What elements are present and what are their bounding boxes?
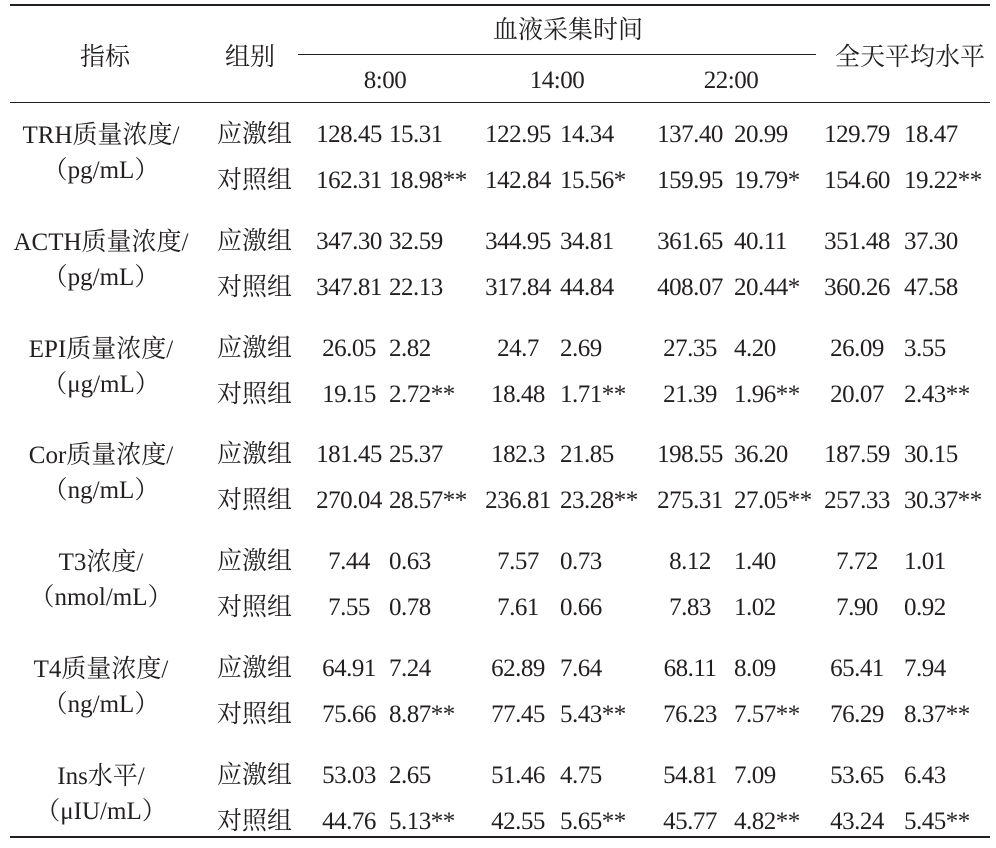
sd-cell: 7.94 [904,655,946,682]
mean-cell: 187.59 [824,441,890,468]
sd-cell: 0.63 [389,548,431,575]
sd-cell: 0.73 [560,548,602,575]
mean-cell: 65.41 [830,655,884,682]
mean-cell: 26.05 [322,335,376,362]
mean-cell: 19.15 [322,381,376,408]
sd-cell: 23.28** [560,487,638,514]
group-label-stress: 应激组 [217,121,293,148]
sd-cell: 4.20 [734,335,776,362]
sd-cell: 7.64 [560,655,602,682]
mean-cell: 53.03 [322,762,376,789]
sd-cell: 1.02 [734,594,776,621]
mean-cell: 21.39 [663,381,717,408]
mean-cell: 122.95 [485,121,551,148]
mean-cell: 42.55 [491,808,545,835]
indicator-unit: （μIU/mL） [35,798,167,825]
mean-cell: 361.65 [657,228,723,255]
indicator-unit: （μg/mL） [42,371,160,398]
sd-cell: 20.44* [734,274,800,301]
sd-cell: 0.78 [389,594,431,621]
sd-cell: 30.37** [904,487,982,514]
mean-cell: 64.91 [322,655,376,682]
group-label-control: 对照组 [217,487,293,514]
mean-cell: 77.45 [491,701,545,728]
sd-cell: 1.01 [904,548,946,575]
sd-cell: 37.30 [904,228,958,255]
header-group: 组别 [225,44,276,71]
mean-cell: 7.55 [328,594,370,621]
group-label-control: 对照组 [217,701,293,728]
sd-cell: 44.84 [560,274,614,301]
mean-cell: 7.44 [328,548,370,575]
sd-cell: 6.43 [904,762,946,789]
sd-cell: 2.82 [389,335,431,362]
mean-cell: 317.84 [485,274,551,301]
sd-cell: 7.09 [734,762,776,789]
group-label-control: 对照组 [217,808,293,835]
mean-cell: 43.24 [830,808,884,835]
sd-cell: 19.79* [734,167,800,194]
sd-cell: 5.43** [560,701,626,728]
sd-cell: 40.11 [734,228,787,255]
group-label-control: 对照组 [217,594,293,621]
mean-cell: 53.65 [830,762,884,789]
mean-cell: 24.7 [497,335,539,362]
indicator-unit: （pg/mL） [42,264,160,291]
mean-cell: 351.48 [824,228,890,255]
header-time-1400: 14:00 [529,67,585,94]
group-label-stress: 应激组 [217,335,293,362]
mean-cell: 344.95 [485,228,551,255]
sd-cell: 2.69 [560,335,602,362]
mean-cell: 76.23 [663,701,717,728]
header-indicator: 指标 [80,44,131,71]
mean-cell: 26.09 [830,335,884,362]
header-time-2200: 22:00 [703,67,759,94]
group-label-stress: 应激组 [217,762,293,789]
mean-cell: 347.30 [316,228,382,255]
sd-cell: 4.75 [560,762,602,789]
sd-cell: 47.58 [904,274,958,301]
sd-cell: 19.22** [904,167,982,194]
mean-cell: 7.83 [669,594,711,621]
sd-cell: 1.96** [734,381,800,408]
group-label-stress: 应激组 [217,655,293,682]
indicator-unit: （ng/mL） [42,691,160,718]
mean-cell: 137.40 [657,121,723,148]
sd-cell: 8.09 [734,655,776,682]
indicator-label: Ins水平/ [57,763,145,790]
sd-cell: 20.99 [734,121,788,148]
sd-cell: 1.71** [560,381,626,408]
sd-cell: 34.81 [560,228,614,255]
mean-cell: 51.46 [491,762,545,789]
header-rule [10,102,990,103]
group-label-stress: 应激组 [217,441,293,468]
mean-cell: 275.31 [657,487,723,514]
sd-cell: 4.82** [734,808,800,835]
sd-cell: 5.45** [904,808,970,835]
collection-time-rule [298,54,816,55]
sd-cell: 0.66 [560,594,602,621]
mean-cell: 7.72 [836,548,878,575]
indicator-unit: （ng/mL） [42,477,160,504]
mean-cell: 44.76 [322,808,376,835]
group-label-control: 对照组 [217,381,293,408]
indicator-label: T3浓度/ [58,549,144,576]
mean-cell: 54.81 [663,762,717,789]
sd-cell: 15.31 [389,121,443,148]
header-time-0800: 8:00 [363,67,407,94]
sd-cell: 14.34 [560,121,614,148]
sd-cell: 18.98** [389,167,467,194]
mean-cell: 360.26 [824,274,890,301]
header-collection-time: 血液采集时间 [493,17,644,44]
header-daily-average: 全天平均水平 [835,44,986,71]
sd-cell: 5.65** [560,808,626,835]
mean-cell: 8.12 [669,548,711,575]
mean-cell: 20.07 [830,381,884,408]
sd-cell: 7.57** [734,701,800,728]
sd-cell: 36.20 [734,441,788,468]
mean-cell: 7.57 [497,548,539,575]
sd-cell: 18.47 [904,121,958,148]
mean-cell: 27.35 [663,335,717,362]
sd-cell: 0.92 [904,594,946,621]
mean-cell: 408.07 [657,274,723,301]
mean-cell: 45.77 [663,808,717,835]
bottom-rule [10,836,990,838]
group-label-control: 对照组 [217,167,293,194]
sd-cell: 25.37 [389,441,443,468]
mean-cell: 159.95 [657,167,723,194]
mean-cell: 162.31 [316,167,382,194]
mean-cell: 181.45 [316,441,382,468]
mean-cell: 18.48 [491,381,545,408]
sd-cell: 28.57** [389,487,467,514]
sd-cell: 21.85 [560,441,614,468]
group-label-stress: 应激组 [217,548,293,575]
sd-cell: 2.72** [389,381,455,408]
sd-cell: 22.13 [389,274,443,301]
sd-cell: 8.37** [904,701,970,728]
sd-cell: 2.43** [904,381,970,408]
sd-cell: 32.59 [389,228,443,255]
sd-cell: 2.65 [389,762,431,789]
mean-cell: 68.11 [663,655,717,682]
mean-cell: 154.60 [824,167,890,194]
indicator-unit: （nmol/mL） [29,584,173,611]
indicator-label: ACTH质量浓度/ [13,229,189,256]
mean-cell: 7.61 [497,594,539,621]
sd-cell: 15.56* [560,167,626,194]
mean-cell: 198.55 [657,441,723,468]
mean-cell: 142.84 [485,167,551,194]
sd-cell: 5.13** [389,808,455,835]
mean-cell: 75.66 [322,701,376,728]
sd-cell: 1.40 [734,548,776,575]
sd-cell: 3.55 [904,335,946,362]
mean-cell: 182.3 [491,441,545,468]
mean-cell: 347.81 [316,274,382,301]
indicator-unit: （pg/mL） [42,157,160,184]
mean-cell: 128.45 [316,121,382,148]
mean-cell: 76.29 [830,701,884,728]
mean-cell: 270.04 [316,487,382,514]
indicator-label: Cor质量浓度/ [28,442,174,469]
sd-cell: 8.87** [389,701,455,728]
indicator-label: T4质量浓度/ [33,656,169,683]
top-rule [10,4,990,6]
indicator-label: EPI质量浓度/ [28,336,174,363]
sd-cell: 27.05** [734,487,812,514]
mean-cell: 62.89 [491,655,545,682]
mean-cell: 236.81 [485,487,551,514]
group-label-stress: 应激组 [217,228,293,255]
indicator-label: TRH质量浓度/ [22,122,180,149]
mean-cell: 257.33 [824,487,890,514]
sd-cell: 7.24 [389,655,431,682]
mean-cell: 129.79 [824,121,890,148]
mean-cell: 7.90 [836,594,878,621]
sd-cell: 30.15 [904,441,958,468]
group-label-control: 对照组 [217,274,293,301]
